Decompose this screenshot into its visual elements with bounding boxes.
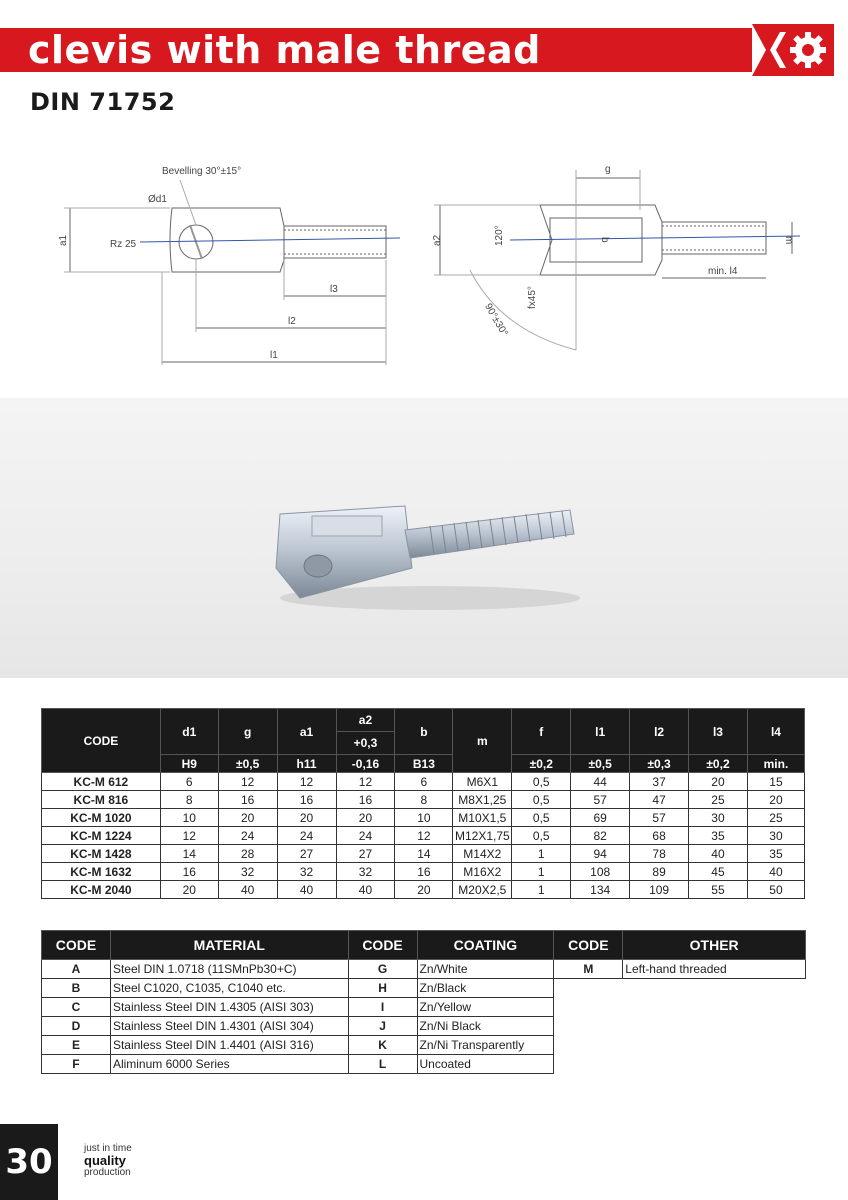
rz-label: Rz 25 bbox=[110, 239, 137, 250]
spec-cell: 94 bbox=[571, 845, 630, 863]
spec-cell: 44 bbox=[571, 773, 630, 791]
table-row bbox=[42, 845, 805, 863]
product-code-cell: KC-M 612 bbox=[42, 773, 161, 791]
spec-cell: 69 bbox=[571, 809, 630, 827]
material-code-cell: F bbox=[42, 1055, 111, 1074]
spec-cell: 24 bbox=[336, 827, 395, 845]
spec-cell: 30 bbox=[689, 809, 748, 827]
spec-cell: 10 bbox=[395, 809, 453, 827]
coating-cell: Zn/Ni Transparently bbox=[417, 1036, 554, 1055]
spec-cell: 12 bbox=[218, 773, 277, 791]
coating-cell: Zn/Yellow bbox=[417, 998, 554, 1017]
spec-cell: 20 bbox=[160, 881, 218, 899]
tagline bbox=[84, 1143, 132, 1179]
page-title: clevis with male thread bbox=[28, 28, 541, 72]
other-code-cell bbox=[554, 1055, 623, 1074]
material-cell: Aliminum 6000 Series bbox=[110, 1055, 348, 1074]
table-row bbox=[42, 1055, 806, 1074]
spec-cell: 20 bbox=[395, 881, 453, 899]
l4-label: min. l4 bbox=[708, 266, 738, 277]
opt-col-code-material: CODE bbox=[42, 931, 111, 960]
material-cell: Steel DIN 1.0718 (11SMnPb30+C) bbox=[110, 960, 348, 979]
a2-label: a2 bbox=[432, 234, 443, 246]
spec-cell: 134 bbox=[571, 881, 630, 899]
tol-a1: h11 bbox=[277, 755, 336, 773]
material-cell: Stainless Steel DIN 1.4301 (AISI 304) bbox=[110, 1017, 348, 1036]
spec-cell: 24 bbox=[218, 827, 277, 845]
coating-code-cell: K bbox=[348, 1036, 417, 1055]
spec-cell: 16 bbox=[336, 791, 395, 809]
spec-table bbox=[41, 708, 805, 899]
spec-cell: 40 bbox=[336, 881, 395, 899]
other-cell bbox=[623, 979, 806, 998]
table-row bbox=[42, 1036, 806, 1055]
spec-cell: M14X2 bbox=[453, 845, 512, 863]
spec-cell: 40 bbox=[277, 881, 336, 899]
tol-d1: H9 bbox=[160, 755, 218, 773]
spec-cell: 35 bbox=[747, 845, 804, 863]
spec-cell: 16 bbox=[160, 863, 218, 881]
m-label: m bbox=[783, 236, 794, 245]
col-f: f bbox=[512, 709, 571, 755]
other-cell bbox=[623, 1055, 806, 1074]
spec-cell: 30 bbox=[747, 827, 804, 845]
spec-cell: 35 bbox=[689, 827, 748, 845]
col-b: b bbox=[395, 709, 453, 755]
opt-col-code-other: CODE bbox=[554, 931, 623, 960]
material-code-cell: D bbox=[42, 1017, 111, 1036]
spec-cell: 32 bbox=[336, 863, 395, 881]
spec-cell: 82 bbox=[571, 827, 630, 845]
other-cell bbox=[623, 1017, 806, 1036]
table-row bbox=[42, 998, 806, 1017]
spec-cell: 20 bbox=[747, 791, 804, 809]
tagline-1: just in time bbox=[84, 1143, 132, 1154]
options-table bbox=[41, 930, 806, 1074]
spec-cell: 0,5 bbox=[512, 827, 571, 845]
tol-l3: ±0,2 bbox=[689, 755, 748, 773]
spec-cell: 47 bbox=[630, 791, 689, 809]
col-l2: l2 bbox=[630, 709, 689, 755]
product-code-cell: KC-M 1224 bbox=[42, 827, 161, 845]
spec-cell: 12 bbox=[160, 827, 218, 845]
spec-cell: 0,5 bbox=[512, 791, 571, 809]
tol-g: ±0,5 bbox=[218, 755, 277, 773]
spec-cell: 14 bbox=[160, 845, 218, 863]
col-code: CODE bbox=[42, 709, 161, 773]
spec-cell: 24 bbox=[277, 827, 336, 845]
table-row bbox=[42, 827, 805, 845]
spec-cell: 37 bbox=[630, 773, 689, 791]
spec-cell: 45 bbox=[689, 863, 748, 881]
spec-cell: 27 bbox=[336, 845, 395, 863]
other-code-cell bbox=[554, 998, 623, 1017]
spec-cell: 89 bbox=[630, 863, 689, 881]
spec-cell: 28 bbox=[218, 845, 277, 863]
spec-cell: 57 bbox=[630, 809, 689, 827]
material-code-cell: B bbox=[42, 979, 111, 998]
spec-cell: 40 bbox=[747, 863, 804, 881]
spec-cell: 109 bbox=[630, 881, 689, 899]
tol-b: B13 bbox=[395, 755, 453, 773]
material-cell: Stainless Steel DIN 1.4305 (AISI 303) bbox=[110, 998, 348, 1017]
spec-cell: 68 bbox=[630, 827, 689, 845]
l1-label: l1 bbox=[270, 350, 278, 361]
spec-cell: 6 bbox=[395, 773, 453, 791]
spec-cell: 55 bbox=[689, 881, 748, 899]
spec-cell: 1 bbox=[512, 863, 571, 881]
material-cell: Steel C1020, C1035, C1040 etc. bbox=[110, 979, 348, 998]
title-banner bbox=[0, 28, 752, 72]
l3-label: l3 bbox=[330, 284, 338, 295]
col-a2: a2 bbox=[336, 709, 395, 732]
table-row bbox=[42, 863, 805, 881]
spec-cell: 25 bbox=[689, 791, 748, 809]
spec-cell: 12 bbox=[336, 773, 395, 791]
spec-cell: 14 bbox=[395, 845, 453, 863]
tagline-3: production bbox=[84, 1167, 131, 1178]
clevis-image bbox=[0, 398, 848, 678]
spec-cell: 32 bbox=[277, 863, 336, 881]
tol-l4: min. bbox=[747, 755, 804, 773]
spec-cell: 16 bbox=[218, 791, 277, 809]
technical-drawing bbox=[40, 150, 820, 380]
col-l3: l3 bbox=[689, 709, 748, 755]
spec-cell: 20 bbox=[336, 809, 395, 827]
col-l1: l1 bbox=[571, 709, 630, 755]
product-code-cell: KC-M 1428 bbox=[42, 845, 161, 863]
coating-cell: Uncoated bbox=[417, 1055, 554, 1074]
coating-cell: Zn/Black bbox=[417, 979, 554, 998]
page-number: 30 bbox=[0, 1124, 58, 1200]
spec-cell: 16 bbox=[395, 863, 453, 881]
spec-cell: M8X1,25 bbox=[453, 791, 512, 809]
a1-label: a1 bbox=[58, 234, 69, 246]
other-cell bbox=[623, 998, 806, 1017]
product-photo bbox=[0, 398, 848, 678]
other-code-cell bbox=[554, 1036, 623, 1055]
table-row bbox=[42, 1017, 806, 1036]
material-code-cell: E bbox=[42, 1036, 111, 1055]
other-cell bbox=[623, 1036, 806, 1055]
product-code-cell: KC-M 1632 bbox=[42, 863, 161, 881]
spec-cell: 108 bbox=[571, 863, 630, 881]
brand-logo-icon bbox=[752, 24, 834, 76]
spec-cell: M10X1,5 bbox=[453, 809, 512, 827]
spec-cell: 8 bbox=[160, 791, 218, 809]
tol-l1: ±0,5 bbox=[571, 755, 630, 773]
fx-label: fx45° bbox=[527, 286, 538, 309]
coating-code-cell: I bbox=[348, 998, 417, 1017]
spec-cell: 12 bbox=[277, 773, 336, 791]
spec-cell: 0,5 bbox=[512, 773, 571, 791]
coating-code-cell: L bbox=[348, 1055, 417, 1074]
table-row bbox=[42, 809, 805, 827]
col-l4: l4 bbox=[747, 709, 804, 755]
opt-col-material: MATERIAL bbox=[110, 931, 348, 960]
spec-cell: 27 bbox=[277, 845, 336, 863]
product-code-cell: KC-M 816 bbox=[42, 791, 161, 809]
coating-code-cell: G bbox=[348, 960, 417, 979]
col-g: g bbox=[218, 709, 277, 755]
tol-f: ±0,2 bbox=[512, 755, 571, 773]
col-m: m bbox=[453, 709, 512, 773]
opt-col-other: OTHER bbox=[623, 931, 806, 960]
table-row bbox=[42, 960, 806, 979]
angle120-label: 120° bbox=[494, 225, 505, 246]
spec-cell: 15 bbox=[747, 773, 804, 791]
spec-cell: 1 bbox=[512, 845, 571, 863]
spec-cell: M20X2,5 bbox=[453, 881, 512, 899]
spec-cell: 20 bbox=[689, 773, 748, 791]
spec-cell: 78 bbox=[630, 845, 689, 863]
coating-cell: Zn/Ni Black bbox=[417, 1017, 554, 1036]
spec-cell: 57 bbox=[571, 791, 630, 809]
tagline-2: quality bbox=[84, 1153, 126, 1168]
spec-cell: M6X1 bbox=[453, 773, 512, 791]
spec-cell: 10 bbox=[160, 809, 218, 827]
col-d1: d1 bbox=[160, 709, 218, 755]
standard-subtitle: DIN 71752 bbox=[30, 88, 176, 116]
other-code-cell bbox=[554, 979, 623, 998]
spec-cell: M12X1,75 bbox=[453, 827, 512, 845]
l2-label: l2 bbox=[288, 316, 296, 327]
product-code-cell: KC-M 2040 bbox=[42, 881, 161, 899]
product-code-cell: KC-M 1020 bbox=[42, 809, 161, 827]
other-cell: Left-hand threaded bbox=[623, 960, 806, 979]
spec-cell: 0,5 bbox=[512, 809, 571, 827]
table-row bbox=[42, 791, 805, 809]
spec-cell: 20 bbox=[277, 809, 336, 827]
spec-cell: 12 bbox=[395, 827, 453, 845]
other-code-cell: M bbox=[554, 960, 623, 979]
angle90-label: 90°±30° bbox=[482, 301, 510, 339]
spec-cell: 16 bbox=[277, 791, 336, 809]
bevelling-label: Bevelling 30°±15° bbox=[162, 166, 242, 177]
material-code-cell: A bbox=[42, 960, 111, 979]
table-row bbox=[42, 881, 805, 899]
a2-tol-top: +0,3 bbox=[336, 732, 395, 755]
other-code-cell bbox=[554, 1017, 623, 1036]
spec-cell: 1 bbox=[512, 881, 571, 899]
spec-cell: 50 bbox=[747, 881, 804, 899]
tol-a2: -0,16 bbox=[336, 755, 395, 773]
col-a1: a1 bbox=[277, 709, 336, 755]
spec-cell: 40 bbox=[689, 845, 748, 863]
spec-cell: 40 bbox=[218, 881, 277, 899]
table-row bbox=[42, 773, 805, 791]
d1-label: Ød1 bbox=[148, 194, 167, 205]
coating-cell: Zn/White bbox=[417, 960, 554, 979]
material-code-cell: C bbox=[42, 998, 111, 1017]
b-label: b bbox=[599, 237, 610, 243]
table-row bbox=[42, 979, 806, 998]
g-label: g bbox=[605, 164, 611, 175]
spec-cell: 20 bbox=[218, 809, 277, 827]
spec-cell: 8 bbox=[395, 791, 453, 809]
spec-cell: 6 bbox=[160, 773, 218, 791]
coating-code-cell: H bbox=[348, 979, 417, 998]
spec-cell: 32 bbox=[218, 863, 277, 881]
tol-l2: ±0,3 bbox=[630, 755, 689, 773]
spec-cell: 25 bbox=[747, 809, 804, 827]
opt-col-code-coating: CODE bbox=[348, 931, 417, 960]
opt-col-coating: COATING bbox=[417, 931, 554, 960]
spec-cell: M16X2 bbox=[453, 863, 512, 881]
coating-code-cell: J bbox=[348, 1017, 417, 1036]
material-cell: Stainless Steel DIN 1.4401 (AISI 316) bbox=[110, 1036, 348, 1055]
